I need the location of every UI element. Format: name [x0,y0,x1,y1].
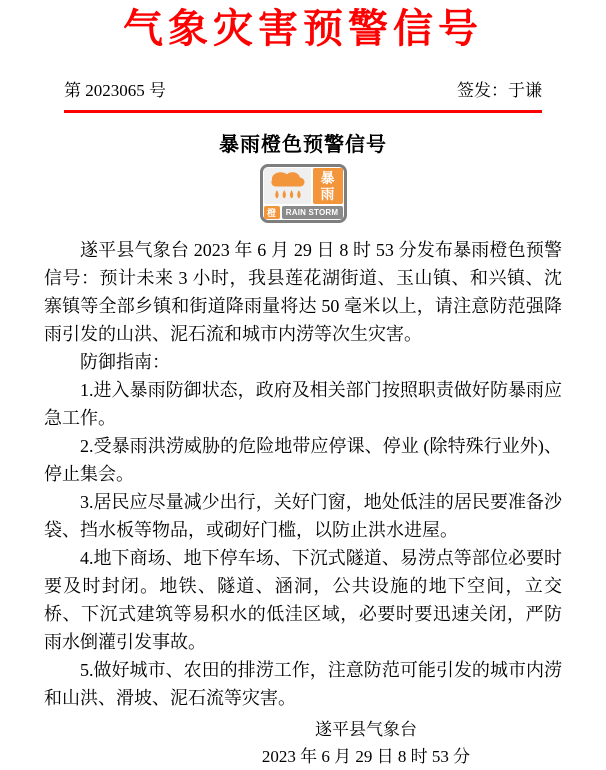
icon-label-char-top: 暴 [320,170,335,186]
warning-sign-frame [260,164,347,223]
icon-label-char-bottom: 雨 [320,186,335,202]
paragraph-announcement: 遂平县气象台 2023 年 6 月 29 日 8 时 53 分发布暴雨橙色预警信号：预计未来 3 小时，我县莲花湖街道、玉山镇、和兴镇、沈寨镇等全部乡镇和街道降雨量将达 50 毫米以上，请注意防范强降雨引发的山洪、泥石流和城市内涝等次生灾害。 [44,240,562,344]
rain-cloud-icon [264,168,311,204]
signature-datetime: 2023 年 6 月 29 日 8 时 53 分 [261,747,471,766]
guideline-item-2: 2.受暴雨洪涝威胁的危险地带应停课、停业 (除特殊行业外)、停止集会。 [44,436,562,484]
icon-label-rainstorm [313,168,343,204]
warning-subtitle: 暴雨橙色预警信号 [219,134,387,156]
rainstorm-orange-warning-icon [0,164,606,223]
guideline-heading: 防御指南： [80,352,170,372]
document-body [44,236,562,712]
guideline-item-1: 1.进入暴雨防御状态，政府及相关部门按照职责做好防暴雨应急工作。 [44,380,562,428]
guideline-item-3: 3.居民应尽量减少出行，关好门窗，地处低洼的居民要准备沙袋、挡水板等物品，或砌好门槛，以防止洪水进屋。 [44,492,562,540]
red-divider-line [64,110,542,113]
issuer-signoff: 签发：于谦 [457,81,542,100]
document-title: 气象灾害预警信号 [123,6,483,51]
guideline-item-5: 5.做好城市、农田的排涝工作，注意防范可能引发的城市内涝和山洪、滑坡、泥石流等灾害。 [44,660,562,708]
signature-agency: 遂平县气象台 [315,720,417,739]
icon-caption-rain-storm: RAIN STORM [282,206,343,219]
signature-block [0,716,606,770]
document-number: 第 2023065 号 [64,81,166,100]
guideline-item-4: 4.地下商场、地下停车场、下沉式隧道、易涝点等部位必要时要及时封闭。地铁、隧道、涵洞，公共设施的地下空间，立交桥、下沉式建筑等易积水的低洼区域，必要时要迅速关闭，严防雨水倒灌引发事故。 [44,548,562,652]
document-header [64,76,542,101]
warning-level-char: 橙 [264,206,280,219]
